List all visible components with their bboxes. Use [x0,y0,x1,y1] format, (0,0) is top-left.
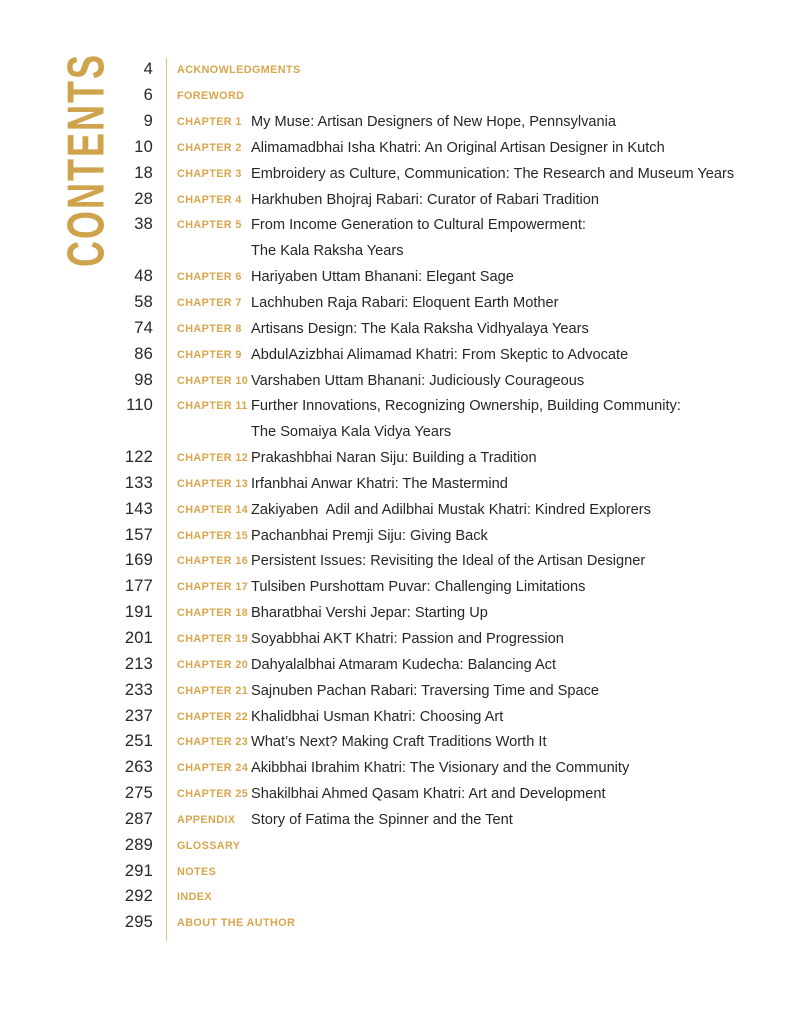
toc-page-number: 263 [124,758,153,777]
toc-entry-title: Bharatbhai Vershi Jepar: Starting Up [251,605,488,622]
toc-entry [0,729,775,755]
toc-page-number: 122 [124,448,153,467]
toc-page-number: 292 [124,887,153,906]
toc-page-number: 4 [143,60,153,79]
toc-section-label: CHAPTER 22 [177,710,249,723]
toc-entry [0,264,775,290]
toc-entry [0,341,775,367]
toc-entry-title: Akibbhai Ibrahim Khatri: The Visionary and the Community [251,760,630,777]
toc-section-label: CHAPTER 19 [177,632,249,645]
toc-entry [0,703,775,729]
toc-section-label: CHAPTER 21 [177,684,249,697]
toc-page-number: 251 [124,732,153,751]
toc-page-number: 6 [143,86,153,105]
toc-entry-title: Zakiyaben Adil and Adilbhai Mustak Khatri: Kindred Explorers [251,501,651,518]
toc-entry-title: Irfanbhai Anwar Khatri: The Mastermind [251,475,508,492]
toc-entry [0,109,775,135]
toc-section-label: CHAPTER 5 [177,219,242,232]
toc-section-label: CHAPTER 16 [177,555,249,568]
toc-entry-title: Harkhuben Bhojraj Rabari: Curator of Rabari Tradition [251,191,599,208]
toc-section-label [177,250,251,251]
toc-page-number: 74 [134,318,153,337]
toc-page-number: 169 [124,551,153,570]
toc-section-label: ACKNOWLEDGMENTS [177,64,301,77]
toc-entry-title-line2: The Kala Raksha Years [251,243,404,260]
toc-page-number: 10 [134,137,153,156]
toc-page-number: 86 [134,344,153,363]
toc-page-number: 38 [134,215,153,234]
toc-entry [0,496,775,522]
toc-section-label: CHAPTER 1 [177,116,242,129]
toc-page-number: 213 [124,654,153,673]
toc-entry-title: Khalidbhai Usman Khatri: Choosing Art [251,708,504,725]
toc-entry [0,884,775,910]
toc-entry [0,755,775,781]
toc-entry [0,806,775,832]
toc-section-label: CHAPTER 6 [177,271,242,284]
toc-entry-title [251,95,775,96]
toc-page-number: 9 [143,112,153,131]
toc-entry-title [251,922,775,923]
toc-entry [0,135,775,161]
toc-section-label: CHAPTER 10 [177,374,249,387]
page-title: CONTENTS [55,53,115,267]
toc-section-label: CHAPTER 24 [177,762,249,775]
toc-entry [0,574,775,600]
toc-section-label: CHAPTER 25 [177,788,249,801]
toc-entry-title: Tulsiben Purshottam Puvar: Challenging Limitations [251,579,586,596]
toc-section-label: CHAPTER 12 [177,452,249,465]
toc-entry [0,290,775,316]
toc-list [0,57,775,936]
toc-entry-title [251,69,775,70]
toc-entry-title: Pachanbhai Premji Siju: Giving Back [251,527,488,544]
toc-section-label: CHAPTER 17 [177,581,249,594]
toc-entry [0,522,775,548]
toc-entry-title: Alimamadbhai Isha Khatri: An Original Artisan Designer in Kutch [251,139,665,156]
toc-section-label: CHAPTER 3 [177,167,242,180]
toc-entry-title [251,845,775,846]
toc-entry-title: From Income Generation to Cultural Empowerment: [251,217,586,234]
toc-entry [0,781,775,807]
toc-page-number: 58 [134,293,153,312]
toc-section-label: CHAPTER 9 [177,348,242,361]
toc-entry-title: My Muse: Artisan Designers of New Hope, Pennsylvania [251,114,617,131]
toc-section-label: CHAPTER 8 [177,322,242,335]
toc-entry [0,83,775,109]
toc-entry-title: What’s Next? Making Craft Traditions Worth It [251,734,547,751]
toc-entry [0,315,775,341]
toc-section-label: CHAPTER 23 [177,736,249,749]
toc-entry [0,858,775,884]
toc-section-label: CHAPTER 20 [177,658,249,671]
toc-entry [0,471,775,497]
toc-entry-continuation [0,238,775,264]
toc-page-number: 191 [124,603,153,622]
toc-section-label: CHAPTER 14 [177,503,249,516]
toc-section-label: ABOUT THE AUTHOR [177,917,296,930]
toc-entry-title: Hariyaben Uttam Bhanani: Elegant Sage [251,269,514,286]
toc-entry-title: Soyabbhai AKT Khatri: Passion and Progression [251,630,564,647]
toc-section-label: FOREWORD [177,90,245,103]
toc-entry-title: AbdulAzizbhai Alimamad Khatri: From Skeptic to Advocate [251,346,629,363]
toc-entry-title: Sajnuben Pachan Rabari: Traversing Time and Space [251,682,600,699]
toc-entry-title: Further Innovations, Recognizing Ownership, Building Community: [251,398,681,415]
toc-entry [0,626,775,652]
toc-section-label: APPENDIX [177,813,236,826]
toc-section-label: CHAPTER 11 [177,400,248,413]
toc-section-label: CHAPTER 13 [177,477,249,490]
toc-entry-title [251,896,775,897]
toc-page-number: 110 [126,396,153,415]
toc-section-label: CHAPTER 15 [177,529,249,542]
toc-page-number: 201 [124,628,153,647]
toc-page-number: 289 [124,835,153,854]
toc-entry-title: Lachhuben Raja Rabari: Eloquent Earth Mother [251,295,559,312]
toc-entry-title: Prakashbhai Naran Siju: Building a Tradition [251,450,537,467]
toc-section-label: GLOSSARY [177,839,241,852]
toc-entry [0,651,775,677]
toc-section-label: CHAPTER 4 [177,193,242,206]
toc-entry-title: Artisans Design: The Kala Raksha Vidhyalaya Years [251,320,589,337]
toc-page-number: 143 [124,499,153,518]
toc-section-label: INDEX [177,891,212,904]
toc-section-label: CHAPTER 18 [177,607,249,620]
toc-entry [0,367,775,393]
toc-entry-title: Embroidery as Culture, Communication: The Research and Museum Years [251,165,735,182]
toc-entry-title-line2: The Somaiya Kala Vidya Years [251,424,452,441]
toc-entry-title [251,871,775,872]
toc-entry [0,910,775,936]
toc-page-number: 133 [124,473,153,492]
toc-page-number: 157 [124,525,153,544]
toc-page-number: 287 [124,809,153,828]
toc-section-label: CHAPTER 2 [177,141,242,154]
toc-entry-title: Story of Fatima the Spinner and the Tent [251,811,513,828]
toc-entry-title: Dahyalalbhai Atmaram Kudecha: Balancing Act [251,656,557,673]
toc-page-number: 291 [124,861,153,880]
toc-entry [0,160,775,186]
toc-page-number: 48 [134,267,153,286]
toc-page-number: 28 [134,189,153,208]
toc-page-number: 177 [124,577,153,596]
toc-page-number: 295 [124,913,153,932]
toc-entry [0,548,775,574]
toc-page-number: 233 [124,680,153,699]
toc-page-number: 237 [124,706,153,725]
toc-entry-title: Shakilbhai Ahmed Qasam Khatri: Art and Development [251,786,606,803]
toc-entry [0,832,775,858]
toc-entry [0,445,775,471]
toc-entry [0,600,775,626]
toc-entry [0,393,775,419]
toc-entry [0,186,775,212]
toc-page-number: 18 [134,163,153,182]
toc-entry [0,57,775,83]
toc-page-number: 98 [134,370,153,389]
toc-section-label: CHAPTER 7 [177,297,242,310]
toc-section-label: NOTES [177,865,217,878]
toc-entry-continuation [0,419,775,445]
toc-entry [0,212,775,238]
toc-page-number: 275 [124,784,153,803]
toc-entry-title: Varshaben Uttam Bhanani: Judiciously Courageous [251,372,585,389]
toc-section-label [177,431,251,432]
toc-entry-title: Persistent Issues: Revisiting the Ideal of the Artisan Designer [251,553,646,570]
toc-entry [0,677,775,703]
